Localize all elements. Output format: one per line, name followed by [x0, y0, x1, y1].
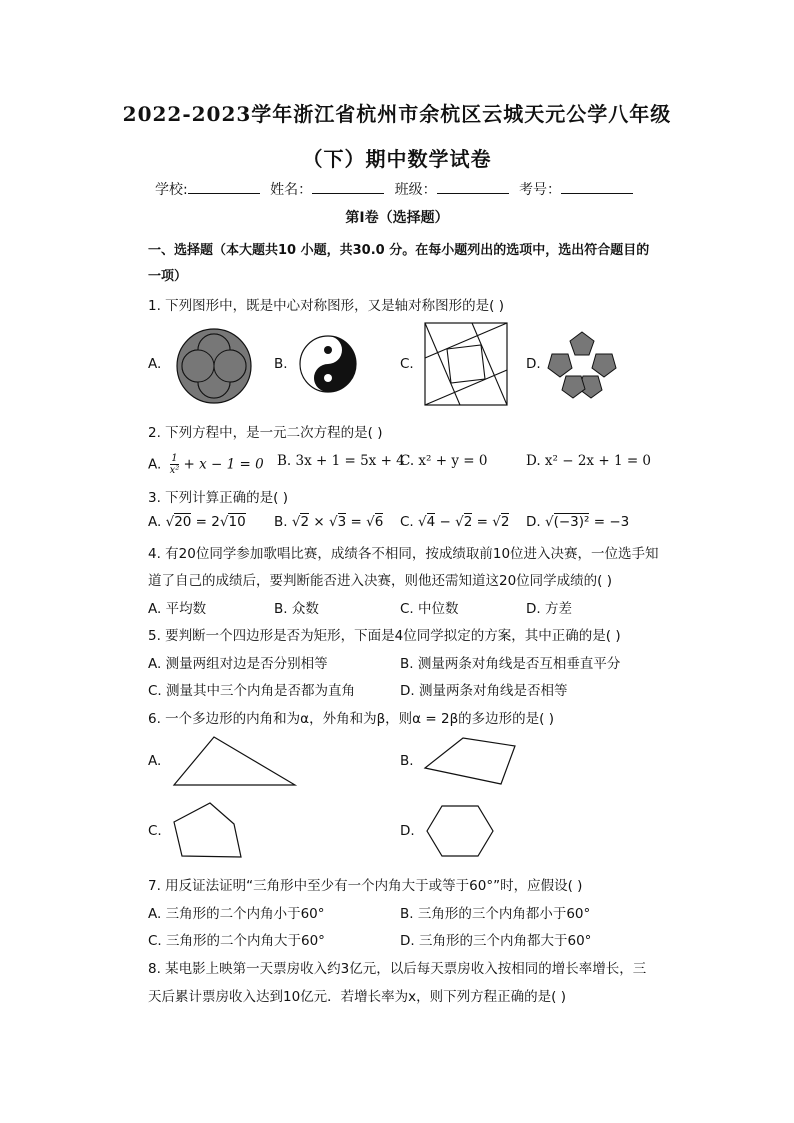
q3-c-label: C.	[400, 514, 414, 530]
q3-b-mid-1: ×	[309, 514, 329, 530]
q3-option-c: C. √4 − √2 = √2	[400, 514, 510, 530]
q3-b-radicand-2: 3	[337, 514, 347, 530]
class-blank[interactable]	[437, 181, 509, 194]
q2-option-c: C. x² + y = 0	[400, 453, 488, 469]
q2-text: 2. 下列方程中，是一元二次方程的是( )	[148, 425, 383, 441]
school-blank[interactable]	[188, 181, 260, 194]
q4-option-b: B. 众数	[274, 601, 319, 617]
q3-b-radicand-3: 6	[374, 514, 384, 530]
q6-option-d-label: D.	[400, 823, 415, 839]
pentagon-icon	[170, 800, 246, 860]
section-heading-2: 一项）	[148, 269, 188, 284]
q5-option-a: A. 测量两组对边是否分别相等	[148, 656, 328, 672]
q5-option-d: D. 测量两条对角线是否相等	[400, 683, 568, 699]
student-info-line	[0, 179, 794, 199]
name-blank[interactable]	[312, 181, 384, 194]
q3-d-radicand: (−3)²	[553, 514, 590, 530]
title-line-1: 2022-2023学年浙江省杭州市余杭区云城天元公学八年级	[122, 102, 672, 126]
four-petal-circle-icon	[174, 326, 254, 406]
q3-a-label: A.	[148, 514, 162, 530]
q8-text-2: 天后累计票房收入达到10亿元．若增长率为x，则下列方程正确的是( )	[148, 989, 566, 1005]
q3-c-mid: −	[435, 514, 456, 530]
q8-text-1: 8. 某电影上映第一天票房收入约3亿元，以后每天票房收入按相同的增长率增长，三	[148, 961, 647, 977]
part-heading: 第I卷（选择题）	[345, 210, 449, 226]
q7-option-d: D. 三角形的三个内角都大于60°	[400, 933, 592, 949]
q1-option-b-label: B.	[274, 356, 288, 372]
q4-option-a: A. 平均数	[148, 601, 207, 617]
q2-a-label: A.	[148, 456, 162, 473]
q7-option-a: A. 三角形的二个内角小于60°	[148, 906, 325, 922]
q7-option-b: B. 三角形的三个内角都小于60°	[400, 906, 591, 922]
q2-a-rest: + x − 1 = 0	[179, 456, 264, 473]
name-label: 姓名：	[270, 182, 313, 198]
q3-a-radicand-2: 10	[228, 514, 246, 530]
q1-text: 1. 下列图形中，既是中心对称图形，又是轴对称图形的是( )	[148, 298, 504, 314]
triangle-icon	[172, 734, 298, 788]
q3-b-label: B.	[274, 514, 288, 530]
yin-yang-icon	[298, 334, 358, 394]
q3-option-a: A. √20 = 2√10	[148, 514, 246, 530]
q7-text: 7. 用反证法证明“三角形中至少有一个内角大于或等于60°”时，应假设( )	[148, 878, 583, 894]
q6-option-a-label: A.	[148, 753, 162, 769]
q6-option-b-label: B.	[400, 753, 414, 769]
q5-text: 5. 要判断一个四边形是否为矩形，下面是4位同学拟定的方案，其中正确的是( )	[148, 628, 621, 644]
title-line-2: （下）期中数学试卷	[302, 147, 492, 171]
square-with-inner-square-icon	[424, 322, 508, 406]
q5-option-b: B. 测量两条对角线是否互相垂直平分	[400, 656, 621, 672]
section-heading-1: 一、选择题（本大题共10 小题，共30.0 分。在每小题列出的选项中，选出符合题目的	[148, 243, 650, 258]
q2-option-d: D. x² − 2x + 1 = 0	[526, 453, 652, 469]
q3-d-label: D.	[526, 514, 541, 530]
q5-option-c: C. 测量其中三个内角是否都为直角	[148, 683, 356, 699]
q3-option-b: B. √2 × √3 = √6	[274, 514, 384, 530]
q4-option-d: D. 方差	[526, 601, 572, 617]
q4-text-1: 4. 有20位同学参加歌唱比赛，成绩各不相同，按成绩取前10位进入决赛，一位选手知	[148, 546, 659, 562]
q3-text: 3. 下列计算正确的是( )	[148, 490, 288, 506]
q3-a-mid: = 2	[191, 514, 220, 530]
number-label: 考号：	[519, 182, 562, 198]
pentagon-ring-icon	[546, 330, 618, 400]
school-label: 学校:	[154, 182, 188, 198]
q3-d-rest: = −3	[589, 514, 630, 530]
q3-c-radicand-3: 2	[500, 514, 510, 530]
q2-a-denominator: x²	[169, 465, 180, 476]
q3-a-radicand-1: 20	[174, 514, 192, 530]
q6-text: 6. 一个多边形的内角和为α，外角和为β，则α = 2β的多边形的是( )	[148, 711, 555, 727]
q3-b-mid-2: =	[346, 514, 367, 530]
number-blank[interactable]	[561, 181, 633, 194]
q1-option-a-label: A.	[148, 356, 162, 372]
class-label: 班级：	[394, 182, 437, 198]
hexagon-icon	[425, 803, 495, 859]
q4-option-c: C. 中位数	[400, 601, 459, 617]
q2-a-numerator: 1	[171, 453, 178, 464]
q1-option-d-label: D.	[526, 356, 541, 372]
q7-option-c: C. 三角形的二个内角大于60°	[148, 933, 325, 949]
q3-c-mid-2: =	[472, 514, 493, 530]
quadrilateral-icon	[423, 734, 517, 786]
q3-option-d: D. √(−3)² = −3	[526, 514, 630, 530]
q2-option-a	[148, 453, 264, 476]
q3-b-radicand-1: 2	[300, 514, 310, 530]
q3-c-radicand-1: 4	[426, 514, 436, 530]
q6-option-c-label: C.	[148, 823, 162, 839]
q2-option-b: B. 3x + 1 = 5x + 4	[277, 453, 405, 469]
q1-option-c-label: C.	[400, 356, 414, 372]
q4-text-2: 道了自己的成绩后，要判断能否进入决赛，则他还需知道这20位同学成绩的( )	[148, 573, 613, 589]
q3-c-radicand-2: 2	[463, 514, 473, 530]
